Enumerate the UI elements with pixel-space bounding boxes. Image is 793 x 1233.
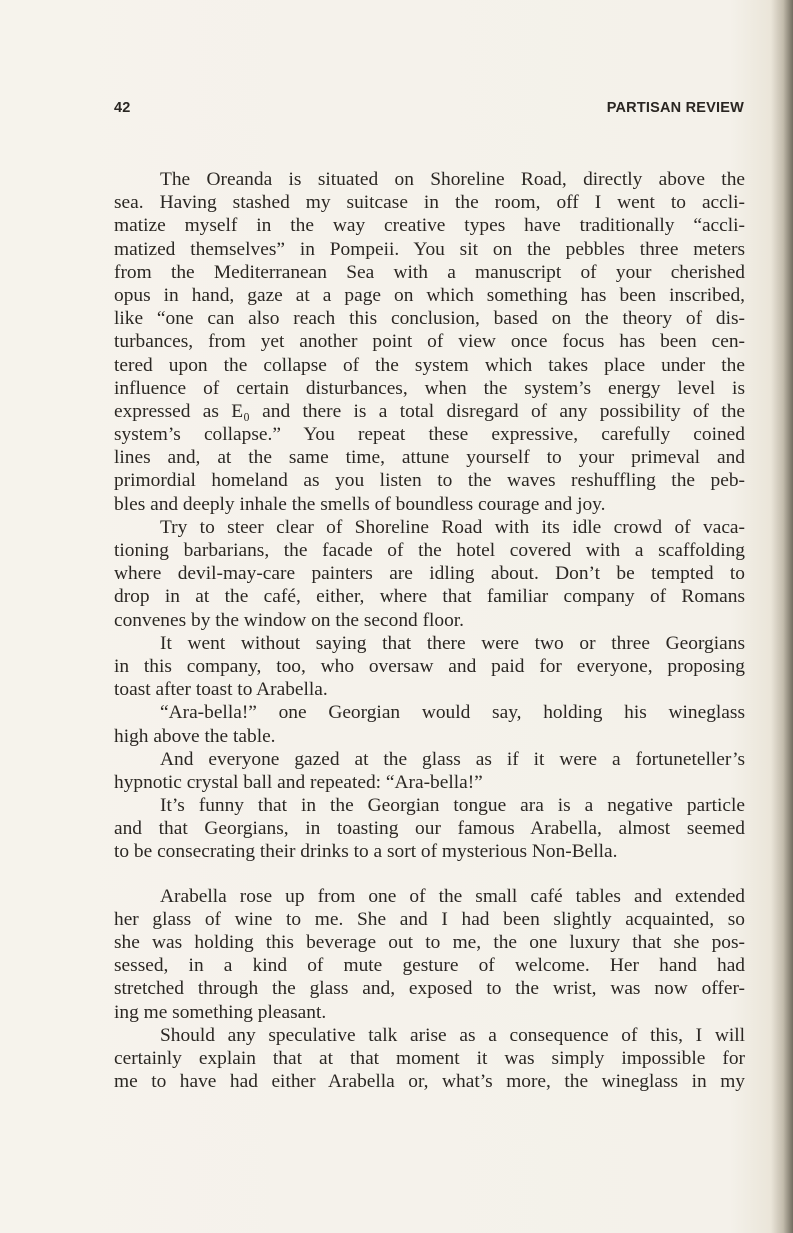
text-line: convenes by the window on the second floor. — [114, 609, 465, 631]
text-line: to be consecrating their drinks to a sort of mysterious Non-Bella. — [114, 841, 618, 863]
text-line: in this company, too, who oversaw and paid for everyone, proposing — [114, 655, 745, 677]
text-line: and that Georgians, in toasting our famous Arabella, almost seemed — [114, 818, 745, 840]
text-line: toast after toast to Arabella. — [114, 679, 328, 701]
text-line: me to have had either Arabella or, what’s more, the wineglass in my — [114, 1071, 745, 1093]
text-line: ing me something pleasant. — [114, 1001, 327, 1023]
text-line: opus in hand, gaze at a page on which something has been inscribed, — [114, 284, 745, 306]
text-line: sea. Having stashed my suitcase in the room, off I went to accli- — [114, 192, 745, 214]
text-line: matized themselves” in Pompeii. You sit on the pebbles three meters — [114, 238, 745, 260]
text-line: It went without saying that there were two or three Georgians — [160, 632, 745, 654]
text-line: stretched through the glass and, exposed to the wrist, was now offer- — [114, 978, 745, 1000]
text-line: lines and, at the same time, attune yourself to your primeval and — [114, 447, 745, 469]
paragraph — [114, 701, 745, 747]
text-line: expressed as E₀ and there is a total disregard of any possibility of the — [114, 400, 745, 422]
paragraph — [114, 794, 745, 864]
text-line: from the Mediterranean Sea with a manuscript of your cherished — [114, 261, 745, 283]
paragraph — [114, 1024, 745, 1094]
text-line: The Oreanda is situated on Shoreline Road, directly above the — [160, 169, 745, 190]
text-line: primordial homeland as you listen to the waves reshuffling the peb- — [114, 470, 745, 492]
text-line: tered upon the collapse of the system which takes place under the — [114, 354, 745, 376]
text-line: influence of certain disturbances, when the system’s energy level is — [114, 377, 745, 399]
text-line: It’s funny that in the Georgian tongue ara is a negative particle — [160, 795, 745, 817]
body-text — [114, 168, 745, 1093]
text-line: high above the table. — [114, 725, 276, 747]
text-line: like “one can also reach this conclusion, based on the theory of dis- — [114, 308, 745, 330]
binding-shadow — [771, 0, 793, 1233]
text-line: hypnotic crystal ball and repeated: “Ara-bella!” — [114, 771, 483, 793]
page-number: 42 — [114, 100, 131, 116]
running-head — [114, 100, 744, 122]
text-line: And everyone gazed at the glass as if it were a fortuneteller’s — [160, 748, 745, 770]
paragraph — [114, 168, 745, 516]
text-line: “Ara-bella!” one Georgian would say, holding his wineglass — [160, 702, 745, 724]
text-line: drop in at the café, either, where that familiar company of Romans — [114, 586, 745, 608]
text-line: certainly explain that at that moment it was simply impossible for — [114, 1047, 745, 1069]
paragraph — [114, 885, 745, 1024]
text-line: matize myself in the way creative types have traditionally “accli- — [114, 215, 745, 237]
text-line: Should any speculative talk arise as a consequence of this, I will — [160, 1024, 745, 1046]
text-line: turbances, from yet another point of view once focus has been cen- — [114, 331, 745, 353]
text-line: where devil-may-care painters are idling about. Don’t be tempted to — [114, 563, 745, 585]
text-line: she was holding this beverage out to me, the one luxury that she pos- — [114, 932, 745, 953]
text-line: Arabella rose up from one of the small café tables and extended — [160, 885, 745, 907]
text-line: Try to steer clear of Shoreline Road with its idle crowd of vaca- — [160, 516, 745, 538]
text-line: sessed, in a kind of mute gesture of welcome. Her hand had — [114, 955, 745, 977]
paragraph — [114, 632, 745, 702]
paragraph — [114, 748, 745, 794]
text-line: her glass of wine to me. She and I had been slightly acquainted, so — [114, 908, 745, 930]
paragraph — [114, 516, 745, 632]
text-line: system’s collapse.” You repeat these expressive, carefully coined — [114, 424, 745, 446]
text-line: bles and deeply inhale the smells of boundless courage and joy. — [114, 493, 606, 515]
journal-title: PARTISAN REVIEW — [606, 100, 744, 116]
text-line: tioning barbarians, the facade of the hotel covered with a scaffolding — [114, 540, 745, 561]
section-break — [114, 864, 745, 885]
